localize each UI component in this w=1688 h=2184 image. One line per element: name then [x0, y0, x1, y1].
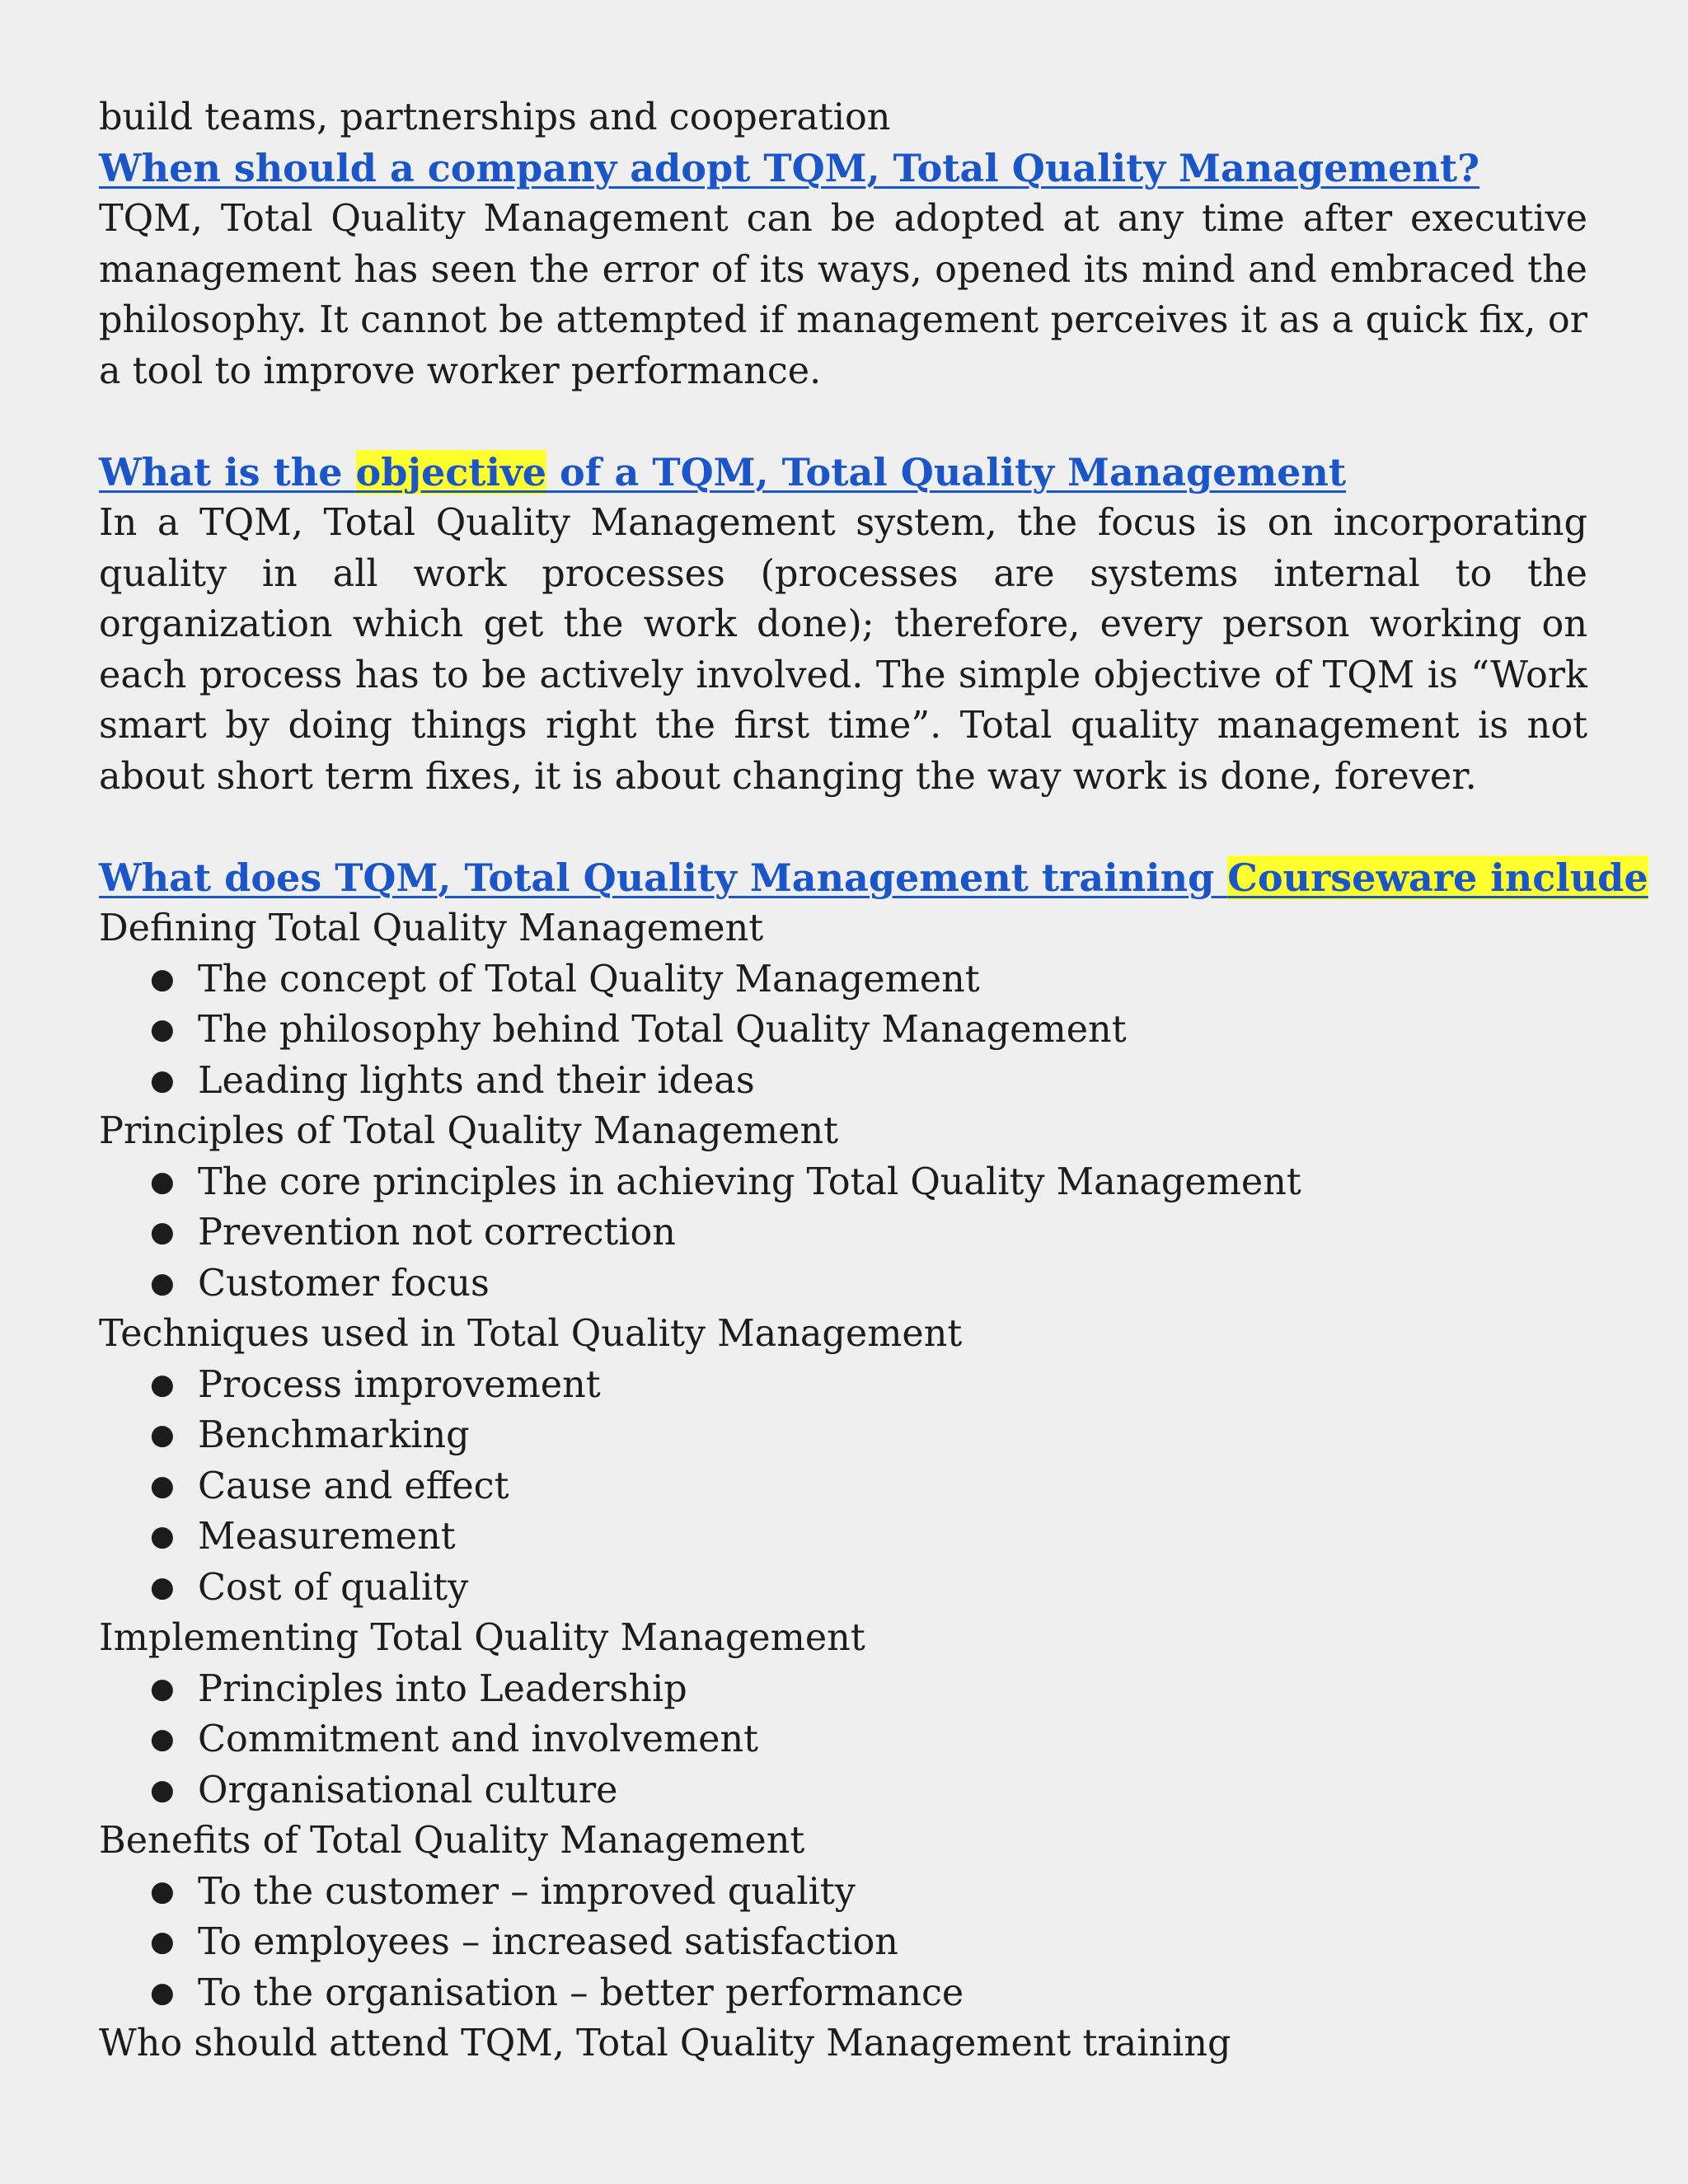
- highlighted-phrase-courseware: Courseware include: [1227, 855, 1648, 900]
- list-item: [150, 1005, 1587, 1056]
- list-item-text: Benchmarking: [198, 1414, 470, 1456]
- document-page: [99, 92, 1648, 2069]
- section-heading-objective: [99, 448, 1587, 499]
- list-item-text: To the organisation – better performance: [198, 1971, 964, 2014]
- bullet-icon: ●: [150, 1367, 175, 1401]
- heading-text: What does TQM, Total Quality Management training: [99, 855, 1228, 900]
- closing-line: Who should attend TQM, Total Quality Management training: [99, 2022, 1231, 2064]
- list-item-text: Measurement: [198, 1516, 456, 1558]
- list-item-text: Commitment and involvement: [198, 1718, 758, 1760]
- bullet-icon: ●: [150, 1266, 175, 1300]
- list-item: [150, 1461, 1587, 1512]
- list-item-text: The core principles in achieving Total Quality Management: [198, 1160, 1301, 1203]
- bullet-icon: ●: [150, 1773, 175, 1807]
- list-item-text: Process improvement: [198, 1363, 601, 1406]
- list-item-text: The concept of Total Quality Management: [198, 958, 980, 1001]
- bullet-icon: ●: [150, 1925, 175, 1958]
- list-item: [150, 1968, 1587, 2019]
- bullet-icon: ●: [150, 1874, 175, 1908]
- list-item: [150, 1714, 1587, 1765]
- list-item: [150, 1917, 1587, 1968]
- list-item-text: Leading lights and their ideas: [198, 1059, 755, 1102]
- bullet-list: [99, 1664, 1587, 1816]
- bullet-icon: ●: [150, 962, 175, 996]
- list-item-text: Organisational culture: [198, 1769, 618, 1811]
- list-item: [150, 1664, 1587, 1715]
- bullet-icon: ●: [150, 1975, 175, 2009]
- heading-text: of a TQM, Total Quality Management: [546, 449, 1347, 494]
- bullet-icon: ●: [150, 1165, 175, 1198]
- list-item-text: The philosophy behind Total Quality Management: [198, 1009, 1127, 1051]
- list-item-text: Customer focus: [198, 1262, 490, 1305]
- outline-group-title: Benefits of Total Quality Management: [99, 1820, 805, 1862]
- highlighted-word-objective: objective: [355, 449, 547, 494]
- bullet-icon: ●: [150, 1013, 175, 1046]
- list-item: [150, 954, 1587, 1005]
- paragraph-gap: [99, 396, 1587, 448]
- list-item: [150, 1765, 1587, 1816]
- list-item-text: To employees – increased satisfaction: [198, 1921, 898, 1963]
- outline-group-title: Techniques used in Total Quality Management: [99, 1313, 963, 1355]
- list-item-text: Prevention not correction: [198, 1212, 676, 1254]
- bullet-list: [99, 1157, 1587, 1310]
- list-item-text: Principles into Leadership: [198, 1667, 687, 1710]
- section-body-when-adopt: TQM, Total Quality Management can be adopted at any time after executive management has seen the error of its ways, opened its mind and embraced the philosophy. It cannot be attempted if management perceives it as a quick fix, or a tool to improve worker performance.: [99, 198, 1587, 392]
- outline-group-title: Defining Total Quality Management: [99, 907, 764, 949]
- outline-group-title: Implementing Total Quality Management: [99, 1617, 865, 1659]
- list-item: [150, 1511, 1587, 1563]
- bullet-icon: ●: [150, 1570, 175, 1604]
- bullet-icon: ●: [150, 1520, 175, 1553]
- bullet-icon: ●: [150, 1469, 175, 1502]
- bullet-list: [99, 1867, 1587, 2019]
- list-item-text: To the customer – improved quality: [198, 1870, 856, 1913]
- list-item: [150, 1056, 1587, 1107]
- section-heading-courseware: [99, 853, 1648, 904]
- list-item-text: Cost of quality: [198, 1566, 469, 1609]
- section-body-objective: In a TQM, Total Quality Management system, the focus is on incorporating quality in all work processes (processes are systems internal to the organization which get the work done); therefore, every person working on each process has to be actively involved. The simple objective of TQM is “Work smart by doing things right the first time”. Total quality management is not about short term fixes, it is about changing the way work is done, forever.: [99, 502, 1587, 798]
- paragraph-gap: [99, 802, 1587, 853]
- bullet-icon: ●: [150, 1063, 175, 1097]
- bullet-list: [99, 1360, 1587, 1614]
- bullet-icon: ●: [150, 1216, 175, 1249]
- bullet-icon: ●: [150, 1418, 175, 1451]
- list-item: [150, 1360, 1587, 1411]
- section-heading-when-adopt: When should a company adopt TQM, Total Quality Management?: [99, 145, 1480, 190]
- bullet-list: [99, 954, 1587, 1107]
- list-item-text: Cause and effect: [198, 1465, 509, 1507]
- heading-text: What is the: [99, 449, 356, 494]
- list-item: [150, 1207, 1587, 1258]
- intro-line: build teams, partnerships and cooperation: [99, 96, 891, 138]
- list-item: [150, 1258, 1587, 1310]
- bullet-icon: ●: [150, 1671, 175, 1705]
- list-item: [150, 1867, 1587, 1918]
- course-outline: [99, 903, 1587, 2018]
- list-item: [150, 1410, 1587, 1461]
- list-item: [150, 1563, 1587, 1614]
- list-item: [150, 1157, 1587, 1208]
- outline-group-title: Principles of Total Quality Management: [99, 1110, 838, 1152]
- bullet-icon: ●: [150, 1722, 175, 1755]
